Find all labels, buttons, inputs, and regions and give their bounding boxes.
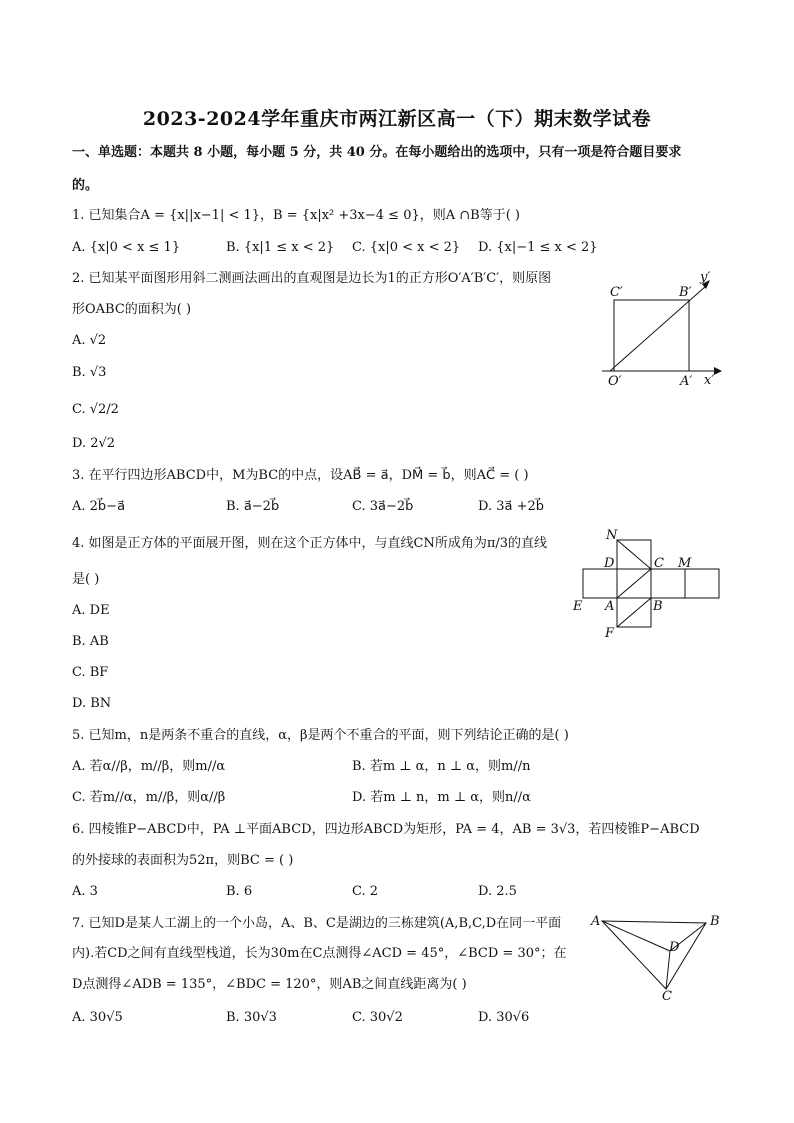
segment-a-c xyxy=(617,569,651,598)
q6-option-b: B. 6 xyxy=(226,884,253,899)
q7-stem-line2: 内).若CD之间有直线型栈道，长为30m在C点测得∠ACD = 45°，∠BCD = 30°；在 xyxy=(72,946,567,961)
label-c: C xyxy=(662,989,672,1001)
label-m: M xyxy=(678,556,692,571)
q2-option-d: D. 2√2 xyxy=(72,436,116,451)
label-f: F xyxy=(605,626,615,640)
q7-option-c: C. 30√2 xyxy=(352,1010,403,1025)
q2-option-a: A. √2 xyxy=(72,333,107,348)
label-o-prime: O′ xyxy=(608,374,622,389)
label-a: A xyxy=(591,914,601,929)
y-axis xyxy=(610,286,706,371)
q6-stem-line1: 6. 四棱锥P−ABCD中，PA ⊥平面ABCD，四边形ABCD为矩形，PA = 4，AB = 3√3，若四棱锥P−ABCD xyxy=(72,822,700,837)
q1-option-a: A. {x|0 < x ≤ 1} xyxy=(72,240,181,255)
segment-n-c xyxy=(617,540,651,569)
q3-option-d: D. 3a⃗ +2b⃗ xyxy=(478,499,545,514)
q3-option-b: B. a⃗−2b⃗ xyxy=(226,499,280,514)
q5-option-a: A. 若α//β，m//β，则m//α xyxy=(72,759,226,774)
label-d: D xyxy=(604,556,615,571)
q4-stem-line2: 是( ) xyxy=(72,572,100,587)
q7-option-d: D. 30√6 xyxy=(478,1010,530,1025)
q6-stem-line2: 的外接球的表面积为52π，则BC = ( ) xyxy=(72,853,294,868)
label-b: B xyxy=(710,914,720,929)
triangle-a-b-c xyxy=(602,921,706,989)
q5-stem: 5. 已知m，n是两条不重合的直线，α，β是两个不重合的平面，则下列结论正确的是( ) xyxy=(72,728,569,743)
q7-option-a: A. 30√5 xyxy=(72,1010,123,1025)
q7-option-b: B. 30√3 xyxy=(226,1010,277,1025)
q1-option-d: D. {x|−1 ≤ x < 2} xyxy=(478,240,598,255)
net-cell-row-1 xyxy=(583,569,617,598)
q2-option-c: C. √2/2 xyxy=(72,402,119,417)
q3-stem: 3. 在平行四边形ABCD中，M为BC的中点，设AB⃗ = a⃗，DM⃗ = b⃗，则AC⃗ = ( ) xyxy=(72,468,529,483)
q2-option-b: B. √3 xyxy=(72,365,107,380)
label-c-prime: C′ xyxy=(610,285,623,300)
segment-f-b xyxy=(617,598,651,627)
q6-option-c: C. 2 xyxy=(352,884,379,899)
q5-option-c: C. 若m//α，m//β，则α//β xyxy=(72,790,226,805)
net-cell-row-4 xyxy=(685,569,719,598)
label-y-prime: y′ xyxy=(700,270,711,285)
q6-option-d: D. 2.5 xyxy=(478,884,517,899)
q7-stem-line3: D点测得∠ADB = 135°，∠BDC = 120°，则AB之间直线距离为( ) xyxy=(72,977,467,992)
q4-option-b: B. AB xyxy=(72,634,109,649)
label-d: D xyxy=(669,940,680,955)
q1-stem: 1. 已知集合A = {x||x−1| < 1}，B = {x|x² +3x−4 ≤ 0}，则A ∩B等于( ) xyxy=(72,208,520,223)
q7-lake-figure xyxy=(588,905,728,1001)
label-e: E xyxy=(573,599,583,614)
q7-stem-line1: 7. 已知D是某人工湖上的一个小岛，A、B、C是湖边的三栋建筑(A,B,C,D在同一平面 xyxy=(72,916,562,931)
label-c: C xyxy=(654,556,664,571)
q1-option-b: B. {x|1 ≤ x < 2} xyxy=(226,240,335,255)
q4-option-c: C. BF xyxy=(72,665,109,680)
net-cell-row-3 xyxy=(651,569,685,598)
q3-option-a: A. 2b⃗−a⃗ xyxy=(72,499,126,514)
label-b: B xyxy=(653,599,663,614)
q2-stem-line2: 形OABC的面积为( ) xyxy=(72,302,192,317)
q2-stem-line1: 2. 已知某平面图形用斜二测画法画出的直观图是边长为1的正方形O′A′B′C′，则原图 xyxy=(72,271,552,286)
label-b-prime: B′ xyxy=(679,285,692,300)
label-n: N xyxy=(606,528,618,543)
q5-option-d: D. 若m ⊥ n，m ⊥ α，则n//α xyxy=(352,790,531,805)
page-title: 2023-2024学年重庆市两江新区高一（下）期末数学试卷 xyxy=(142,108,652,130)
q4-cube-net-figure xyxy=(570,528,724,640)
x-axis-arrow-icon xyxy=(714,367,722,375)
q6-option-a: A. 3 xyxy=(72,884,98,899)
segment-a-d xyxy=(602,921,670,951)
label-x-prime: x′ xyxy=(704,373,715,388)
q3-option-c: C. 3a⃗−2b⃗ xyxy=(352,499,414,514)
q1-option-c: C. {x|0 < x < 2} xyxy=(352,240,461,255)
q2-square-figure xyxy=(596,266,730,390)
label-a: A xyxy=(605,599,615,614)
section-heading: 一、单选题：本题共 8 小题，每小题 5 分，共 40 分。在每小题给出的选项中，只有一项是符合题目要求 xyxy=(72,145,682,160)
q4-option-a: A. DE xyxy=(72,603,110,618)
q4-stem-line1: 4. 如图是正方体的平面展开图，则在这个正方体中，与直线CN所成角为π/3的直线 xyxy=(72,536,548,551)
q5-option-b: B. 若m ⊥ α，n ⊥ α，则m//n xyxy=(352,759,531,774)
q4-option-d: D. BN xyxy=(72,696,112,711)
label-a-prime: A′ xyxy=(680,374,693,389)
section-heading-cont: 的。 xyxy=(72,178,99,193)
